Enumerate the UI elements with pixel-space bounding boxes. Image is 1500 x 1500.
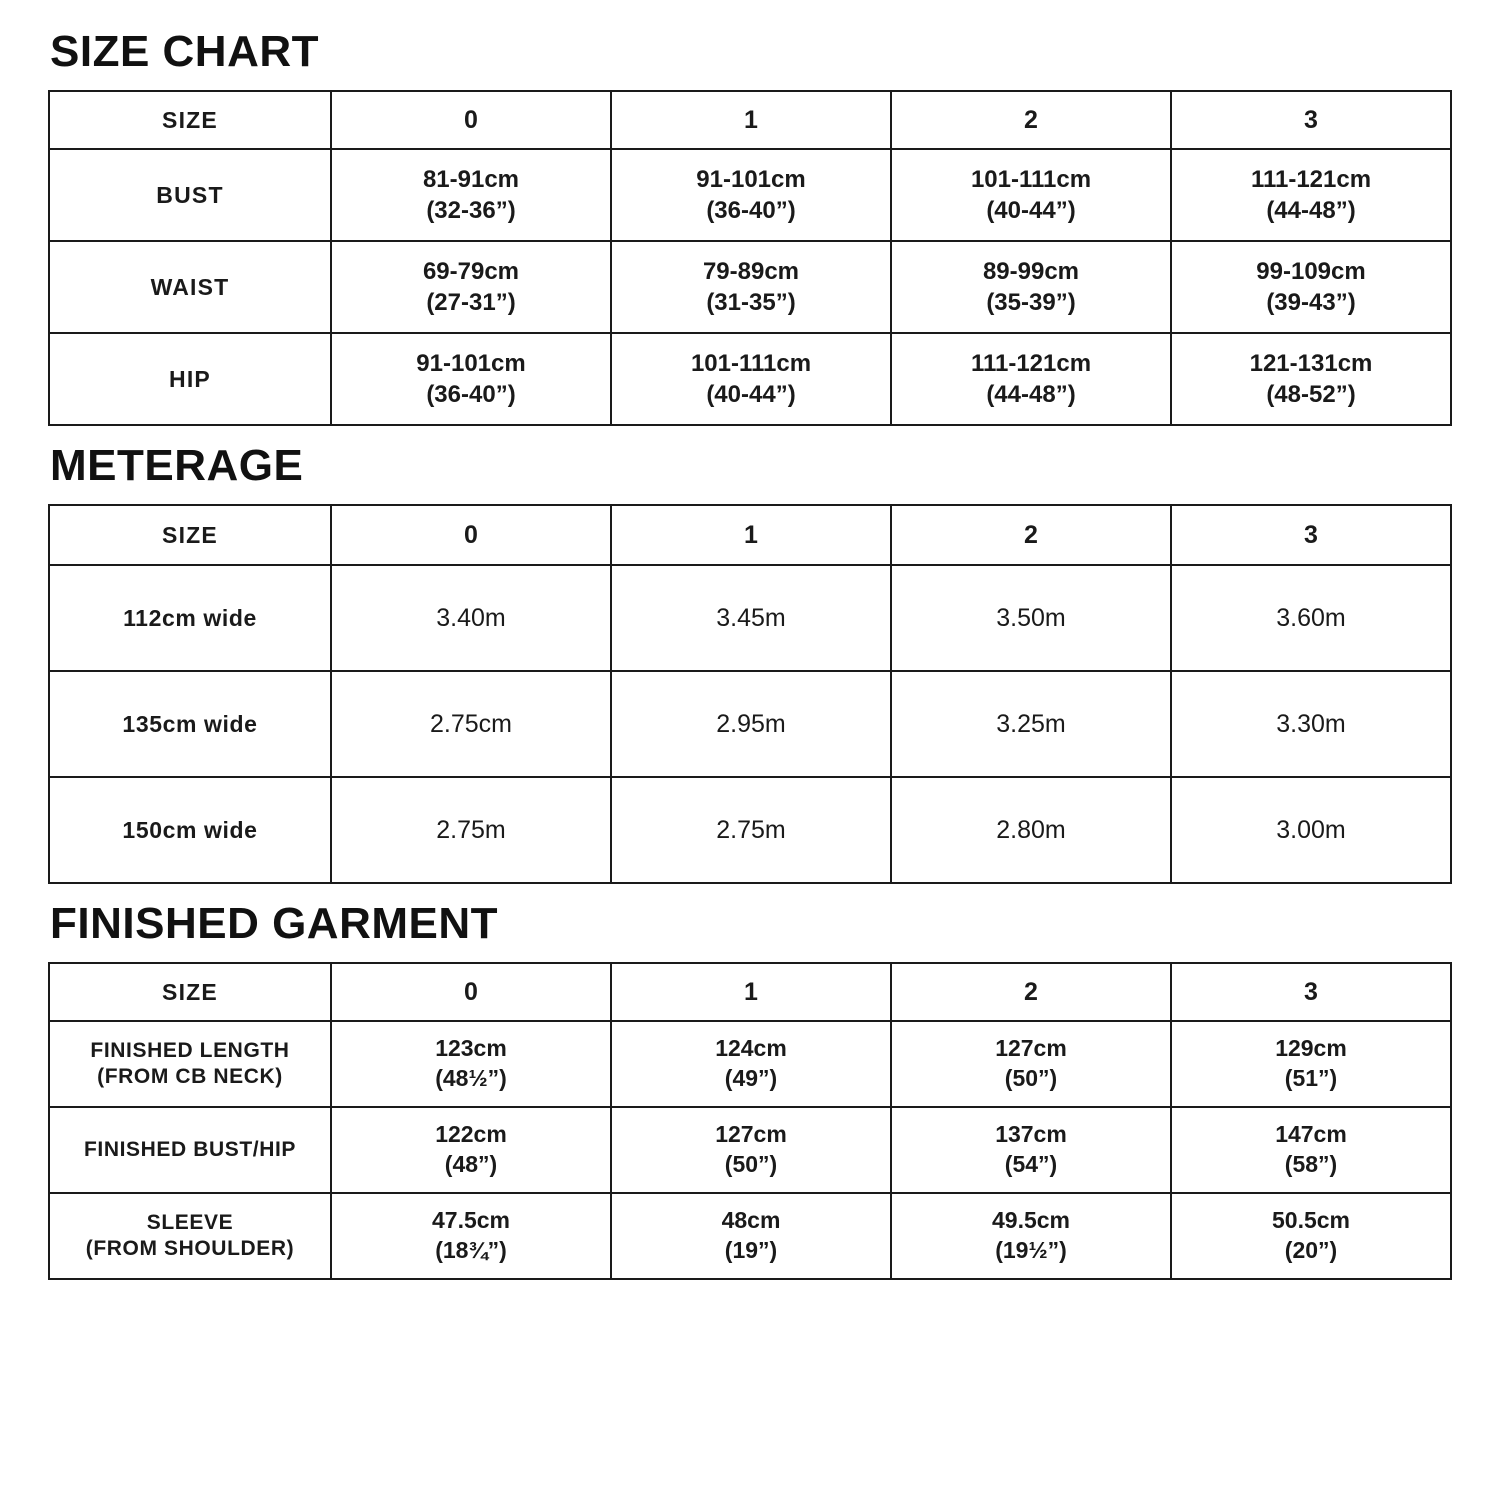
header-cell-size-1: 1	[611, 91, 891, 149]
cell-waist-3	[1171, 241, 1451, 333]
cell-main: 121-131cm	[1249, 349, 1373, 377]
cell-sub: (44-48”)	[986, 381, 1076, 408]
cell-sub: (36-40”)	[706, 197, 796, 224]
header-cell-size-0: 0	[331, 963, 611, 1021]
cell-finished-bust-hip-2	[891, 1107, 1171, 1193]
cell-sub: (48-52”)	[1266, 381, 1356, 408]
cell-main: 50.5cm	[1271, 1207, 1350, 1234]
cell-main: 47.5cm	[431, 1207, 510, 1234]
row-label-line2: (FROM SHOULDER)	[85, 1237, 295, 1260]
table-header-row	[49, 91, 1451, 149]
cell-sub: (44-48”)	[1266, 197, 1356, 224]
page-title-finished-garment: FINISHED GARMENT	[50, 899, 498, 948]
cell-bust-3	[1171, 149, 1451, 241]
cell-sleeve-0	[331, 1193, 611, 1279]
row-label-finished-length	[49, 1021, 331, 1107]
cell-sleeve-3	[1171, 1193, 1451, 1279]
cell-waist-1	[611, 241, 891, 333]
cell-135cm-2: 3.25m	[891, 671, 1171, 777]
page-title-meterage: METERAGE	[50, 441, 304, 490]
size-chart-table	[48, 90, 1452, 426]
cell-main: 122cm	[435, 1121, 507, 1148]
cell-waist-2	[891, 241, 1171, 333]
cell-main: 101-111cm	[690, 349, 812, 377]
cell-main: 91-101cm	[416, 349, 526, 377]
header-cell-size-1: 1	[611, 505, 891, 565]
cell-hip-0	[331, 333, 611, 425]
cell-sub: (48”)	[444, 1151, 498, 1177]
header-cell-size: SIZE	[49, 505, 331, 565]
row-label-hip: HIP	[49, 333, 331, 425]
cell-135cm-1: 2.95m	[611, 671, 891, 777]
cell-finished-length-0	[331, 1021, 611, 1107]
cell-main: 48cm	[721, 1207, 781, 1234]
cell-hip-1	[611, 333, 891, 425]
cell-112cm-0: 3.40m	[331, 565, 611, 671]
cell-112cm-2: 3.50m	[891, 565, 1171, 671]
cell-finished-bust-hip-1	[611, 1107, 891, 1193]
cell-sub: (49”)	[724, 1065, 778, 1091]
header-cell-size-3: 3	[1171, 91, 1451, 149]
cell-finished-length-2	[891, 1021, 1171, 1107]
cell-main: 127cm	[995, 1035, 1067, 1062]
cell-sub: (36-40”)	[426, 381, 516, 408]
cell-main: 69-79cm	[422, 257, 520, 285]
cell-main: 124cm	[715, 1035, 787, 1062]
cell-main: 101-111cm	[970, 165, 1092, 193]
cell-sub: (40-44”)	[986, 197, 1076, 224]
cell-sub: (40-44”)	[706, 381, 796, 408]
header-cell-size-0: 0	[331, 505, 611, 565]
cell-sleeve-1	[611, 1193, 891, 1279]
cell-112cm-3: 3.60m	[1171, 565, 1451, 671]
row-label-finished-bust-hip: FINISHED BUST/HIP	[49, 1107, 331, 1193]
section-finished-garment	[48, 899, 1452, 1280]
row-label-135cm-wide: 135cm wide	[49, 671, 331, 777]
cell-150cm-1: 2.75m	[611, 777, 891, 883]
cell-hip-2	[891, 333, 1171, 425]
cell-main: 91-101cm	[696, 165, 806, 193]
row-label-bust: BUST	[49, 149, 331, 241]
cell-112cm-1: 3.45m	[611, 565, 891, 671]
cell-main: 147cm	[1275, 1121, 1347, 1148]
table-row	[49, 1107, 1451, 1193]
table-row	[49, 149, 1451, 241]
header-cell-size-2: 2	[891, 91, 1171, 149]
cell-sub: (54”)	[1004, 1151, 1058, 1177]
cell-main: 127cm	[715, 1121, 787, 1148]
cell-waist-0	[331, 241, 611, 333]
cell-150cm-0: 2.75m	[331, 777, 611, 883]
cell-bust-2	[891, 149, 1171, 241]
row-label-line1: SLEEVE	[146, 1210, 234, 1234]
cell-bust-0	[331, 149, 611, 241]
table-header-row	[49, 505, 1451, 565]
table-row	[49, 241, 1451, 333]
table-row	[49, 671, 1451, 777]
cell-main: 111-121cm	[1250, 165, 1372, 193]
table-row	[49, 1193, 1451, 1279]
cell-sleeve-2	[891, 1193, 1171, 1279]
table-row	[49, 565, 1451, 671]
cell-bust-1	[611, 149, 891, 241]
row-label-waist: WAIST	[49, 241, 331, 333]
cell-sub: (19½”)	[995, 1237, 1067, 1263]
cell-sub: (50”)	[724, 1151, 778, 1177]
cell-150cm-2: 2.80m	[891, 777, 1171, 883]
cell-150cm-3: 3.00m	[1171, 777, 1451, 883]
cell-main: 99-109cm	[1256, 257, 1366, 285]
cell-sub: (51”)	[1284, 1065, 1338, 1091]
cell-main: 89-99cm	[982, 257, 1080, 285]
table-row	[49, 333, 1451, 425]
header-cell-size: SIZE	[49, 963, 331, 1021]
cell-finished-bust-hip-3	[1171, 1107, 1451, 1193]
cell-sub: (39-43”)	[1266, 289, 1356, 316]
row-label-sleeve	[49, 1193, 331, 1279]
cell-main: 79-89cm	[702, 257, 800, 285]
cell-sub: (27-31”)	[426, 289, 516, 316]
header-cell-size-1: 1	[611, 963, 891, 1021]
cell-finished-bust-hip-0	[331, 1107, 611, 1193]
table-header-row	[49, 963, 1451, 1021]
cell-sub: (31-35”)	[706, 289, 796, 316]
header-cell-size-2: 2	[891, 505, 1171, 565]
cell-finished-length-1	[611, 1021, 891, 1107]
cell-135cm-0: 2.75cm	[331, 671, 611, 777]
cell-main: 129cm	[1275, 1035, 1347, 1062]
cell-sub: (48½”)	[435, 1065, 507, 1091]
finished-garment-table	[48, 962, 1452, 1280]
header-cell-size: SIZE	[49, 91, 331, 149]
cell-135cm-3: 3.30m	[1171, 671, 1451, 777]
section-meterage	[48, 441, 1452, 884]
row-label-112cm-wide: 112cm wide	[49, 565, 331, 671]
row-label-150cm-wide: 150cm wide	[49, 777, 331, 883]
cell-main: 49.5cm	[991, 1207, 1070, 1234]
cell-main: 81-91cm	[422, 165, 520, 193]
cell-main: 111-121cm	[970, 349, 1092, 377]
cell-sub: (35-39”)	[986, 289, 1076, 316]
cell-sub: (20”)	[1284, 1237, 1338, 1263]
cell-hip-3	[1171, 333, 1451, 425]
cell-finished-length-3	[1171, 1021, 1451, 1107]
meterage-table	[48, 504, 1452, 884]
cell-main: 123cm	[435, 1035, 507, 1062]
row-label-line2: (FROM CB NECK)	[97, 1065, 283, 1088]
cell-sub: (18¾”)	[435, 1237, 507, 1263]
header-cell-size-0: 0	[331, 91, 611, 149]
header-cell-size-3: 3	[1171, 963, 1451, 1021]
table-row	[49, 1021, 1451, 1107]
cell-sub: (32-36”)	[426, 197, 516, 224]
page-title-size-chart: SIZE CHART	[50, 27, 319, 76]
cell-sub: (58”)	[1284, 1151, 1338, 1177]
table-row	[49, 777, 1451, 883]
cell-sub: (19”)	[724, 1237, 778, 1263]
cell-main: 137cm	[995, 1121, 1067, 1148]
header-cell-size-2: 2	[891, 963, 1171, 1021]
header-cell-size-3: 3	[1171, 505, 1451, 565]
cell-sub: (50”)	[1004, 1065, 1058, 1091]
section-size-chart	[48, 27, 1452, 426]
row-label-line1: FINISHED LENGTH	[90, 1038, 290, 1062]
